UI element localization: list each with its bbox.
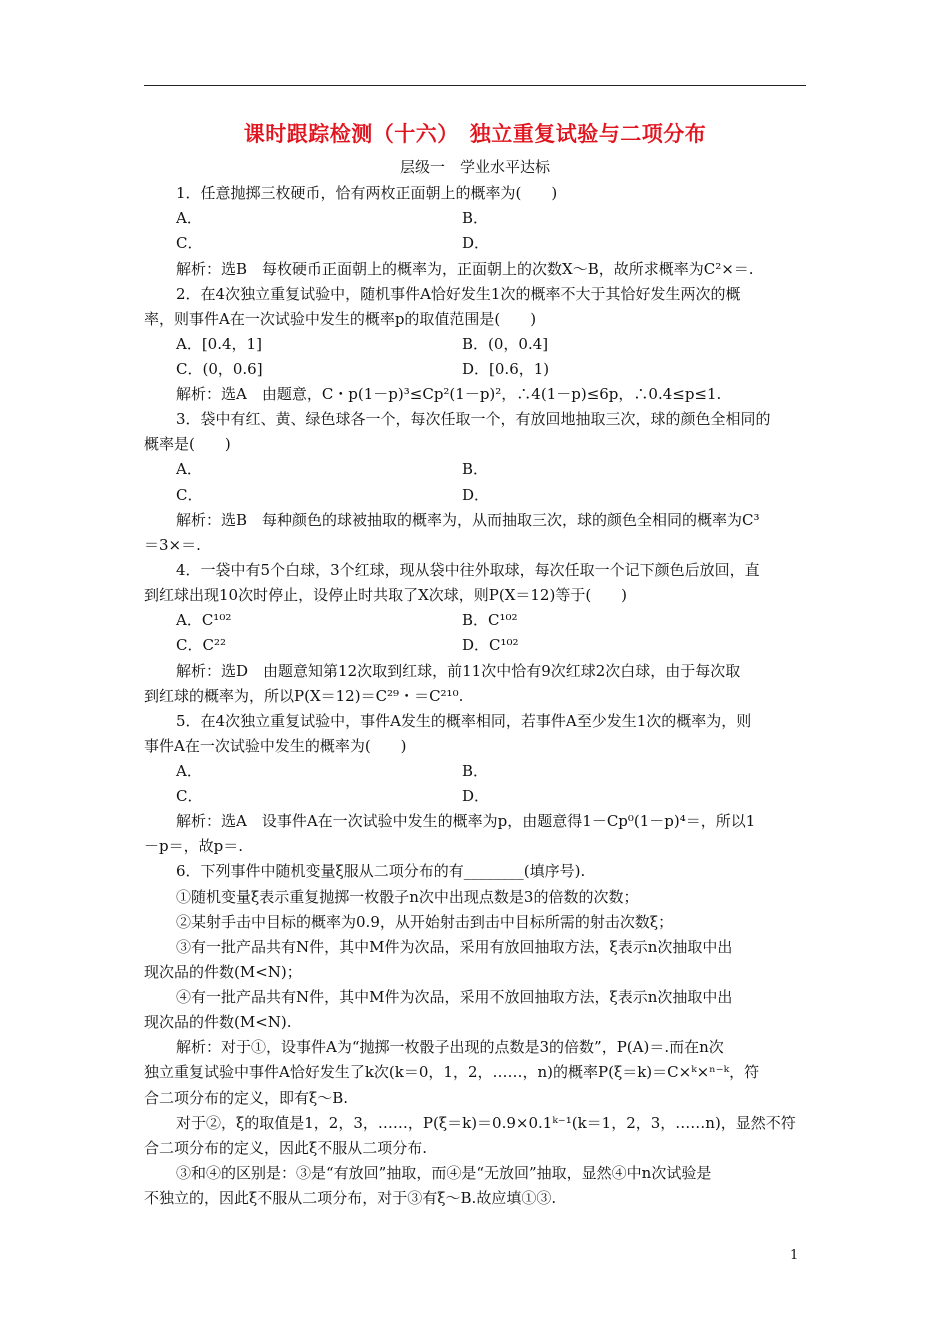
option-4a: A．C¹⁰² — [176, 611, 232, 629]
item-6-4: ④有一批产品共有N件，其中M件为次品，采用不放回抽取方法，ξ表示n次抽取中出 — [176, 988, 733, 1006]
option-1a: A． — [176, 209, 202, 227]
item-6-1: ①随机变量ξ表示重复抛掷一枚骰子n次中出现点数是3的倍数的次数； — [176, 888, 639, 906]
question-2-cont: 率，则事件A在一次试验中发生的概率p的取值范围是( ) — [144, 310, 537, 328]
option-3b: B． — [462, 460, 489, 478]
question-2: 2．在4次独立重复试验中，随机事件A恰好发生1次的概率不大于其恰好发生两次的概 — [176, 285, 741, 303]
option-4d: D．C¹⁰² — [462, 636, 519, 654]
solution-3: 解析：选B 每种颜色的球被抽取的概率为，从而抽取三次，球的颜色全相同的概率为C³ — [176, 511, 760, 529]
solution-5: 解析：选A 设事件A在一次试验中发生的概率为p，由题意得1－Cp⁰(1－p)⁴＝，所以1 — [176, 812, 756, 830]
option-4c: C．C²² — [176, 636, 226, 654]
solution-4: 解析：选D 由题意知第12次取到红球，前11次中恰有9次红球2次白球，由于每次取 — [176, 662, 741, 680]
question-5: 5．在4次独立重复试验中，事件A发生的概率相同，若事件A至少发生1次的概率为，则 — [176, 712, 752, 730]
solution-6-line3: 合二项分布的定义，即有ξ～B. — [144, 1089, 349, 1107]
item-6-3-cont: 现次品的件数(M<N)； — [144, 963, 302, 981]
header-rule — [144, 85, 806, 86]
question-4: 4．一袋中有5个白球，3个红球，现从袋中往外取球，每次任取一个记下颜色后放回，直 — [176, 561, 760, 579]
option-5a: A． — [176, 762, 202, 780]
solution-6: 解析：对于①，设事件A为“抛掷一枚骰子出现的点数是3的倍数”，P(A)＝.而在n次 — [176, 1038, 724, 1056]
item-6-4-cont: 现次品的件数(M<N). — [144, 1013, 292, 1031]
option-3d: D． — [462, 486, 490, 504]
option-5d: D． — [462, 787, 490, 805]
option-5c: C． — [176, 787, 203, 805]
page-number: 1 — [790, 1248, 799, 1263]
section-subtitle: 层级一 学业水平达标 — [399, 158, 550, 176]
question-3: 3．袋中有红、黄、绿色球各一个，每次任取一个，有放回地抽取三次，球的颜色全相同的 — [176, 410, 771, 428]
solution-1: 解析：选B 每枚硬币正面朝上的概率为，正面朝上的次数X～B，故所求概率为C²×＝. — [176, 260, 754, 278]
option-3a: A． — [176, 460, 202, 478]
solution-4-cont: 到红球的概率为，所以P(X＝12)＝C²⁹・＝C²¹⁰. — [144, 687, 464, 705]
solution-6-line6: ③和④的区别是：③是“有放回”抽取，而④是“无放回”抽取，显然④中n次试验是 — [176, 1164, 712, 1182]
option-1d: D． — [462, 234, 490, 252]
option-4b: B．C¹⁰² — [462, 611, 518, 629]
solution-6-line7: 不独立的，因此ξ不服从二项分布，对于③有ξ～B.故应填①③. — [144, 1189, 557, 1207]
question-4-cont: 到红球出现10次时停止，设停止时共取了X次球，则P(X＝12)等于( ) — [144, 586, 628, 604]
option-2d: D．[0.6，1) — [462, 360, 550, 378]
solution-6-line4: 对于②，ξ的取值是1，2，3，……，P(ξ＝k)＝0.9×0.1ᵏ⁻¹(k＝1，2，3，……n)，显然不符 — [176, 1114, 796, 1132]
option-5b: B． — [462, 762, 489, 780]
item-6-3: ③有一批产品共有N件，其中M件为次品，采用有放回抽取方法，ξ表示n次抽取中出 — [176, 938, 733, 956]
option-2b: B．(0，0.4] — [462, 335, 549, 353]
question-3-cont: 概率是( ) — [144, 435, 231, 453]
question-1: 1．任意抛掷三枚硬币，恰有两枚正面朝上的概率为( ) — [176, 184, 558, 202]
option-3c: C． — [176, 486, 203, 504]
option-2a: A．[0.4，1] — [176, 335, 262, 353]
solution-5-cont: －p＝，故p＝. — [144, 837, 243, 855]
question-5-cont: 事件A在一次试验中发生的概率为( ) — [144, 737, 407, 755]
solution-6-line5: 合二项分布的定义，因此ξ不服从二项分布. — [144, 1139, 428, 1157]
option-2c: C．(0，0.6] — [176, 360, 263, 378]
option-1b: B． — [462, 209, 489, 227]
solution-6-line2: 独立重复试验中事件A恰好发生了k次(k＝0，1，2，……，n)的概率P(ξ＝k)＝C×ᵏ×ⁿ⁻ᵏ，符 — [144, 1063, 760, 1081]
page-title: 课时跟踪检测（十六） 独立重复试验与二项分布 — [243, 121, 707, 146]
solution-3-cont: ＝3×＝. — [144, 536, 201, 554]
question-6: 6．下列事件中随机变量ξ服从二项分布的有________(填序号). — [176, 862, 586, 880]
solution-2: 解析：选A 由题意，C・p(1－p)³≤Cp²(1－p)²，∴4(1－p)≤6p，∴0.4≤p≤1. — [176, 385, 722, 403]
option-1c: C． — [176, 234, 203, 252]
item-6-2: ②某射手击中目标的概率为0.9，从开始射击到击中目标所需的射击次数ξ； — [176, 913, 674, 931]
